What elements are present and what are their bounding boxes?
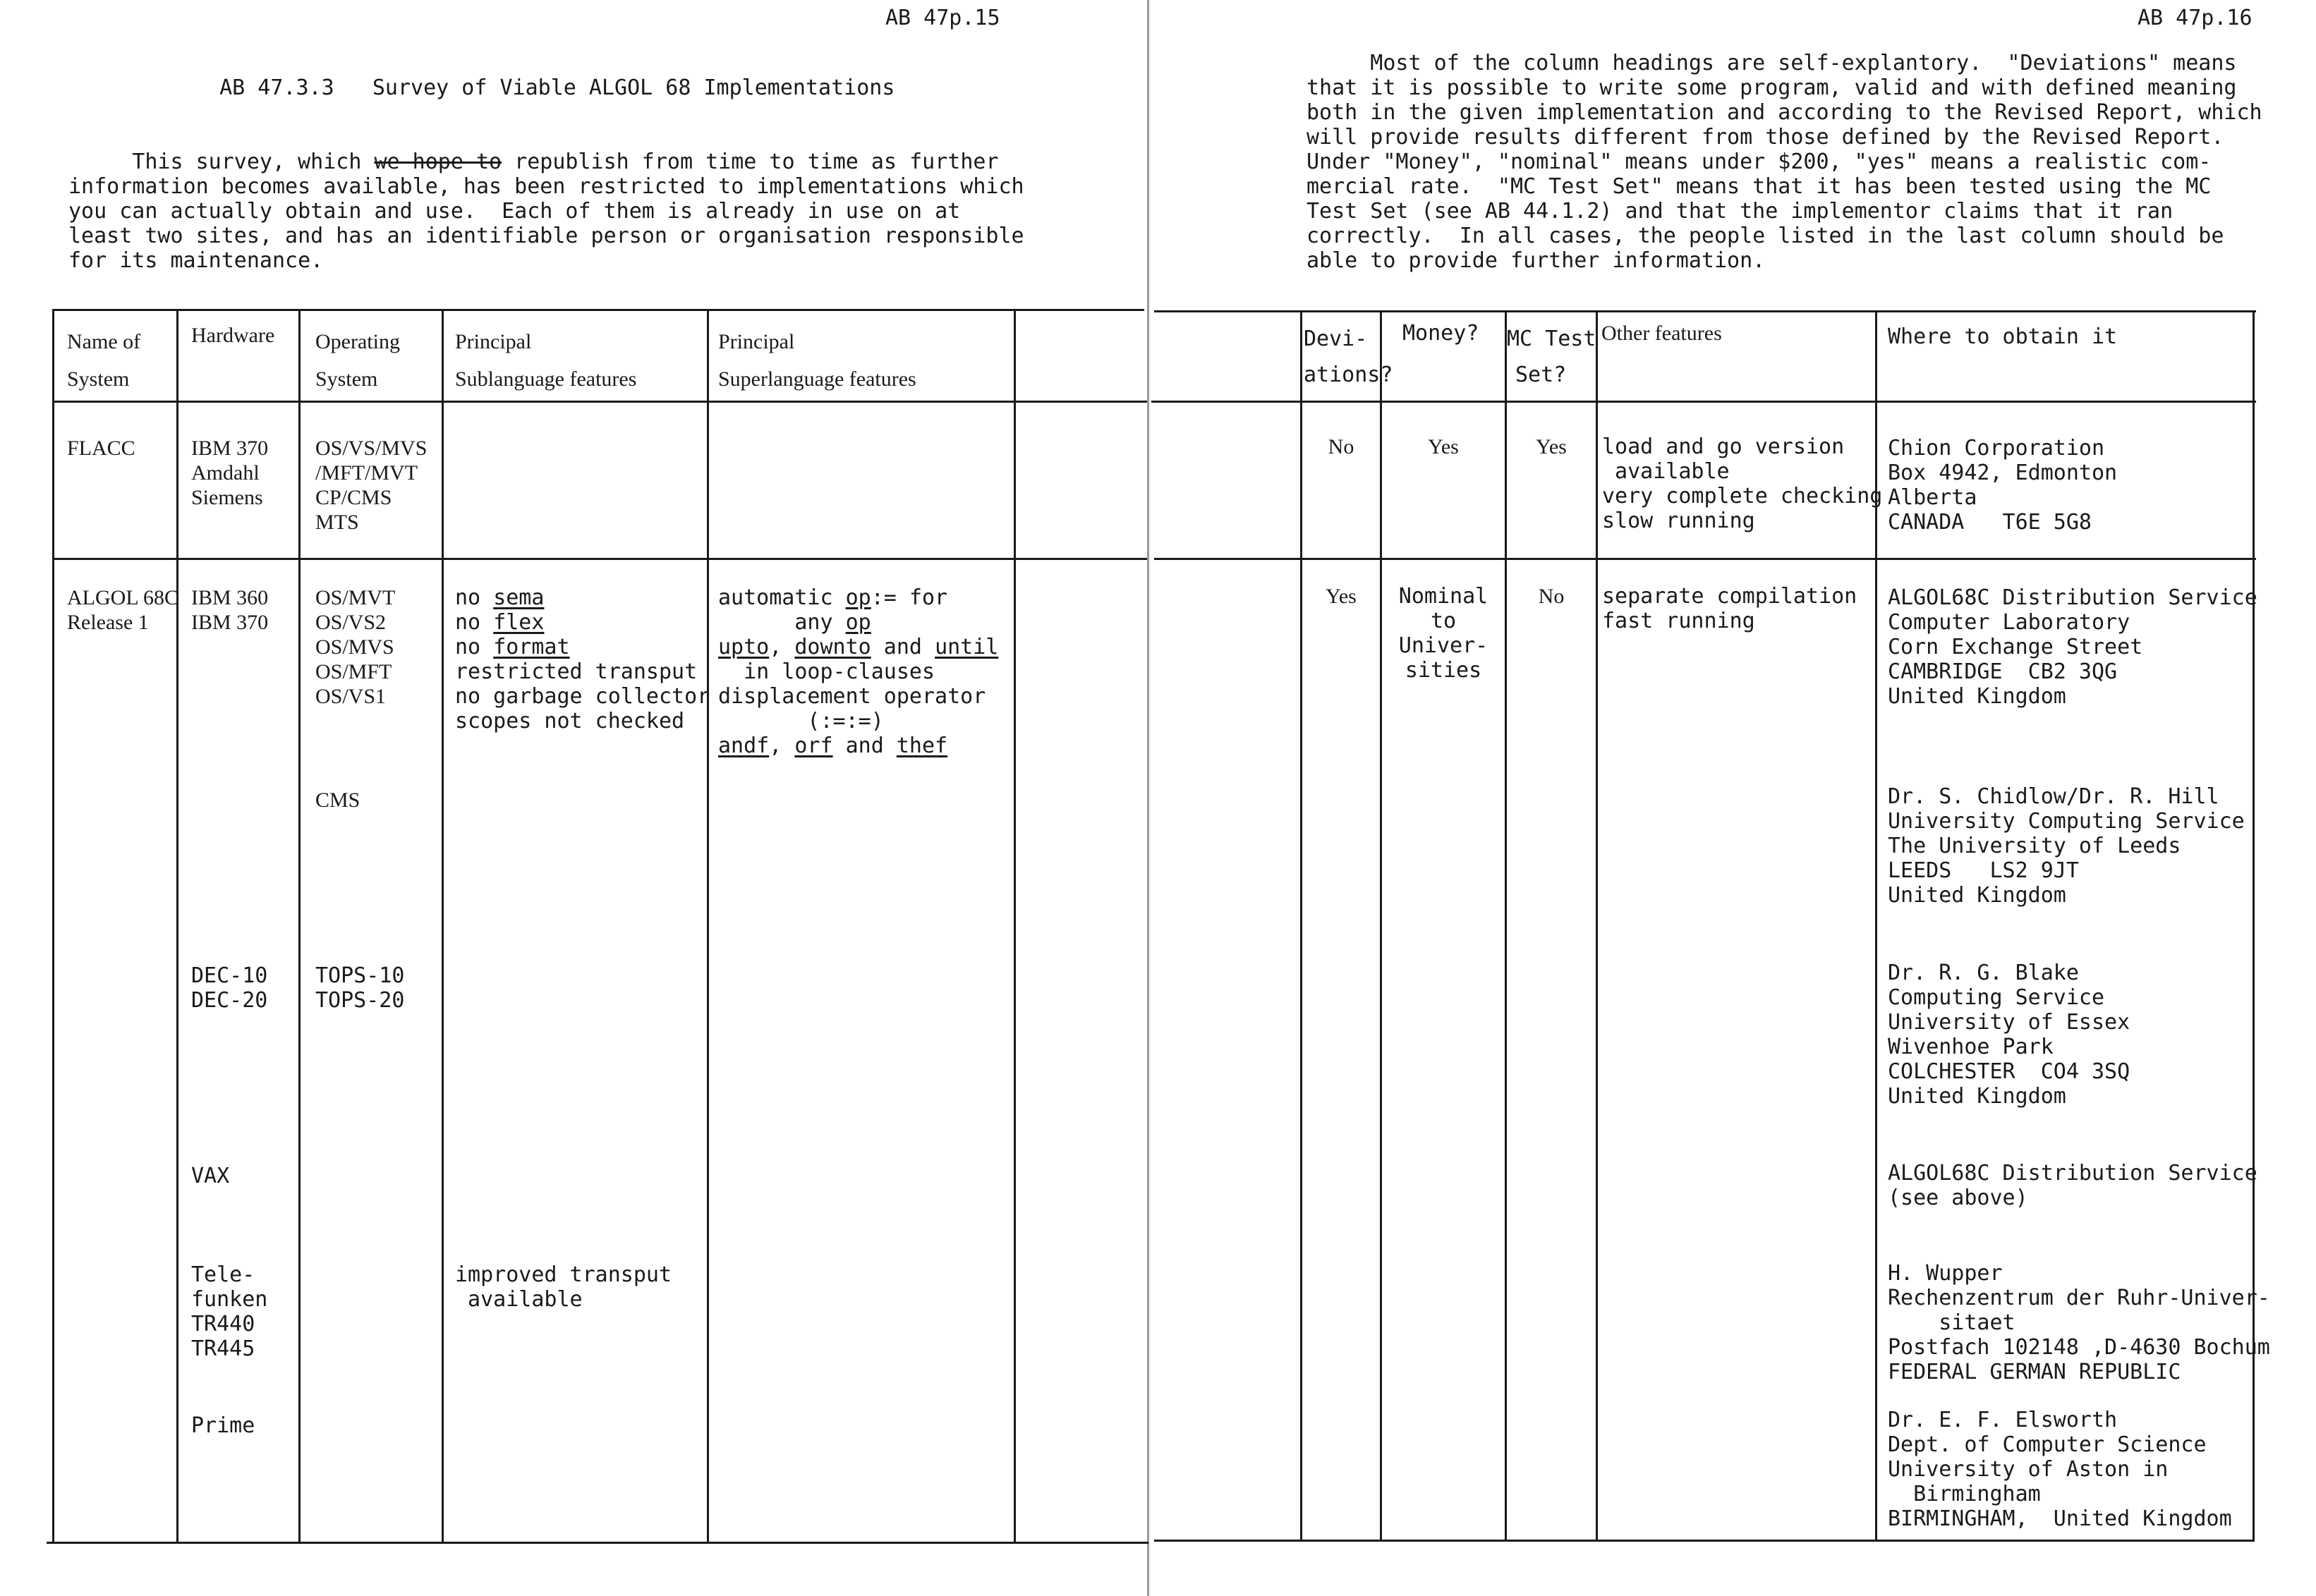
hardware-dec: DEC-10 DEC-20	[191, 963, 268, 1013]
column-border	[1300, 310, 1302, 1542]
table-top-border	[52, 309, 1144, 311]
where-cambridge: ALGOL68C Distribution Service Computer Laboratory Corn Exchange Street CAMBRIDGE CB2 3QG United Kingdom	[1888, 585, 2257, 709]
keyword-andf: andf	[718, 733, 770, 758]
keyword-op: op	[845, 585, 871, 610]
header-hardware: Hardware	[191, 324, 275, 347]
header-bottom-border	[1151, 401, 2256, 403]
where-leeds: Dr. S. Chidlow/Dr. R. Hill University Computing Service The University of Leeds LEEDS LS2 9JT United Kingdom	[1888, 784, 2245, 908]
hardware-vax: VAX	[191, 1164, 230, 1188]
mc-test-algol68c: No	[1538, 585, 1565, 608]
sublanguage-features-algol68c: no sema no flex no format restricted transput no garbage collector scopes not checked	[455, 585, 710, 733]
os-cms: CMS	[315, 788, 360, 812]
intro-line: This survey, which we hope to republish from time to time as further	[68, 150, 999, 174]
page-fold	[1147, 0, 1149, 1596]
header-other-features: Other features	[1601, 322, 1722, 345]
right-page-reference: AB 47p.16	[2138, 6, 2253, 30]
hardware-telefunken: Tele- funken TR440 TR445	[191, 1262, 268, 1361]
keyword-flex: flex	[493, 610, 545, 635]
section-number: AB 47.3.3	[219, 75, 334, 100]
os-flacc: OS/VS/MVS /MFT/MVT CP/CMS MTS	[315, 437, 428, 534]
header-deviations: Devi- ations?	[1304, 327, 1393, 387]
intro-line: for its maintenance.	[68, 248, 324, 273]
os-dec: TOPS-10 TOPS-20	[315, 963, 405, 1013]
hardware-prime: Prime	[191, 1413, 255, 1438]
keyword-thef: thef	[896, 733, 948, 758]
sublanguage-telefunken: improved transput available	[455, 1262, 672, 1312]
keyword-sema: sema	[493, 585, 545, 610]
table-bottom-border	[47, 1542, 1148, 1544]
intro-line: Most of the column headings are self-explantory. "Deviations" means	[1306, 51, 2237, 75]
header-superlanguage-features: Principal Superlanguage features	[718, 330, 916, 391]
column-border	[1596, 310, 1598, 1542]
keyword-until: until	[935, 635, 999, 659]
struck-text: we hope to	[374, 150, 502, 174]
keyword-orf: orf	[794, 733, 833, 758]
column-border	[1505, 310, 1507, 1542]
intro-line: information becomes available, has been restricted to implementations which	[68, 174, 1024, 199]
deviations-flacc: No	[1328, 435, 1354, 458]
keyword-op: op	[845, 610, 871, 635]
column-border	[52, 309, 54, 1543]
intro-line: will provide results different from those defined by the Revised Report.	[1306, 125, 2224, 150]
table-top-border	[1154, 310, 2256, 312]
where-essex: Dr. R. G. Blake Computing Service University of Essex Wivenhoe Park COLCHESTER CO4 3SQ United Kingdom	[1888, 961, 2130, 1109]
deviations-algol68c: Yes	[1326, 585, 1357, 608]
column-border	[176, 309, 178, 1543]
other-features-algol68c: separate compilation fast running	[1602, 584, 1857, 633]
keyword-format: format	[493, 635, 570, 659]
header-where-to-obtain: Where to obtain it	[1888, 324, 2118, 349]
intro-line: both in the given implementation and according to the Revised Report, which	[1306, 100, 2262, 125]
os-ibm: OS/MVT OS/VS2 OS/MVS OS/MFT OS/VS1	[315, 586, 396, 708]
other-features-flacc: load and go version available very complete checking slow running	[1602, 434, 1883, 533]
header-name-of-system: Name of System	[67, 330, 141, 391]
intro-line: Test Set (see AB 44.1.2) and that the implementor claims that it ran	[1306, 199, 2173, 224]
intro-line: Under "Money", "nominal" means under $200, "yes" means a realistic com-	[1306, 150, 2212, 174]
header-sublanguage-features: Principal Sublanguage features	[455, 330, 637, 391]
section-heading	[194, 51, 895, 100]
intro-line: you can actually obtain and use. Each of them is already in use on at	[68, 199, 961, 224]
hardware-flacc: IBM 370 Amdahl Siemens	[191, 437, 269, 509]
money-algol68c: Nominal to Univer- sities	[1398, 584, 1489, 683]
keyword-upto: upto	[718, 635, 770, 659]
intro-line: mercial rate. "MC Test Set" means that it has been tested using the MC	[1306, 174, 2212, 199]
hardware-ibm: IBM 360 IBM 370	[191, 586, 269, 634]
where-aston: Dr. E. F. Elsworth Dept. of Computer Science University of Aston in Birmingham BIRMINGHAM, United Kingdom	[1888, 1408, 2232, 1531]
where-flacc: Chion Corporation Box 4942, Edmonton Alberta CANADA T6E 5G8	[1888, 436, 2118, 535]
header-operating-system: Operating System	[315, 330, 400, 391]
column-border	[442, 309, 444, 1543]
intro-line: correctly. In all cases, the people listed in the last column should be	[1306, 224, 2224, 248]
column-border	[1014, 309, 1016, 1543]
keyword-downto: downto	[794, 635, 871, 659]
where-bochum: H. Wupper Rechenzentrum der Ruhr-Univer- sitaet Postfach 102148 ,D-4630 Bochum FEDERAL GERMAN REPUBLIC	[1888, 1261, 2270, 1384]
mc-test-flacc: Yes	[1536, 435, 1567, 458]
header-mc-test-set: MC Test Set?	[1507, 327, 1596, 387]
where-vax: ALGOL68C Distribution Service (see above)	[1888, 1161, 2257, 1210]
money-flacc: Yes	[1428, 435, 1459, 458]
intro-line: that it is possible to write some program, valid and with defined meaning	[1306, 75, 2237, 100]
left-page-reference: AB 47p.15	[885, 6, 1000, 30]
system-name-flacc: FLACC	[67, 437, 135, 460]
header-bottom-border	[52, 401, 1147, 403]
table-bottom-border	[1154, 1540, 2253, 1542]
row-divider	[52, 558, 1147, 560]
column-border	[298, 309, 301, 1543]
section-title: Survey of Viable ALGOL 68 Implementations	[372, 75, 895, 100]
intro-line: least two sites, and has an identifiable person or organisation responsible	[68, 224, 1024, 248]
column-border	[1380, 310, 1382, 1542]
column-border	[707, 309, 709, 1543]
header-money: Money?	[1402, 321, 1479, 346]
system-name-algol68c: ALGOL 68C Release 1	[67, 586, 179, 634]
superlanguage-features-algol68c: automatic op:= for any op upto, downto and until in loop-clauses displacement operator (:=:=) andf, orf and thef	[718, 585, 999, 758]
intro-line: able to provide further information.	[1306, 248, 1766, 273]
row-divider	[1154, 558, 2256, 560]
